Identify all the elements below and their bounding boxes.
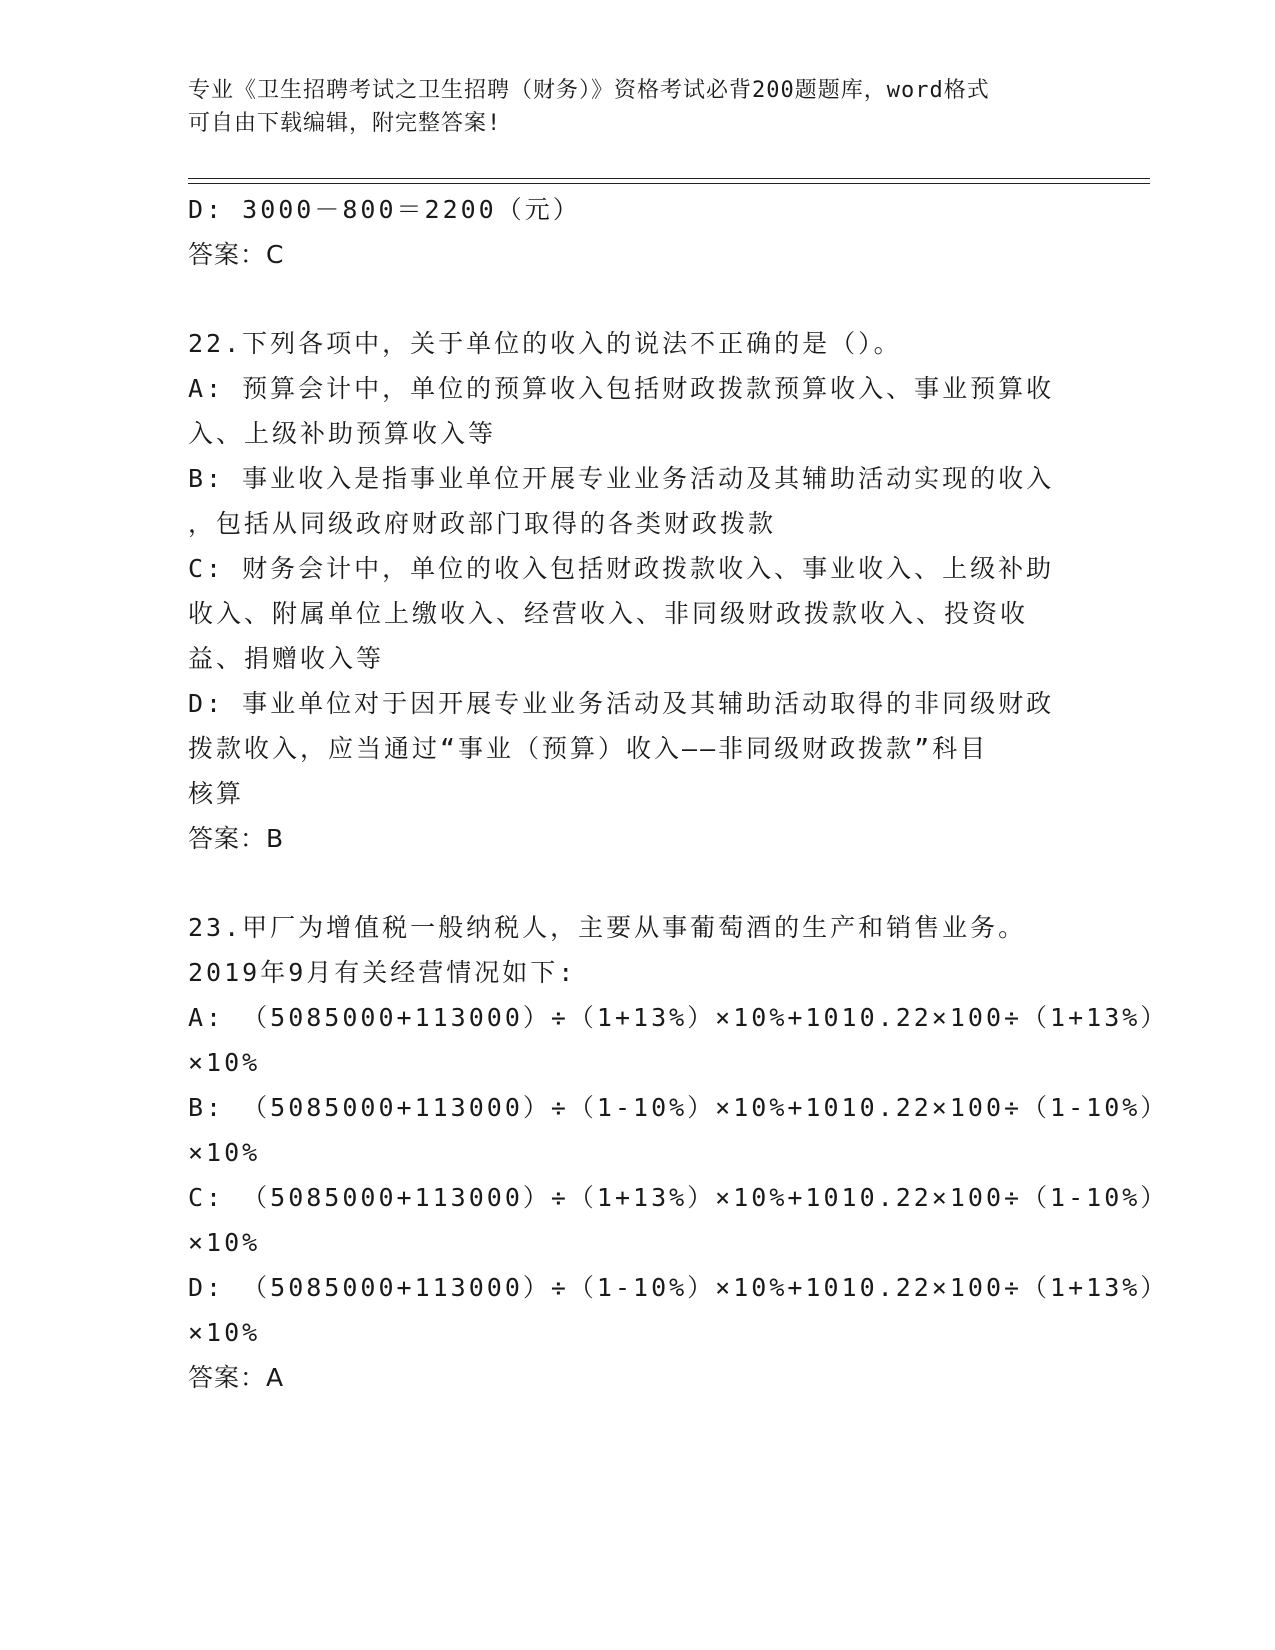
- option-d: D: 3000－800＝2200（元）: [188, 195, 581, 224]
- page-header: [188, 74, 1068, 140]
- spacer: [188, 277, 1088, 321]
- answer-line: 答案：A: [188, 1363, 285, 1392]
- header-title-line-1: 专业《卫生招聘考试之卫生招聘（财务）》资格考试必背200题题库，word格式: [188, 78, 990, 103]
- option-c-continued: 益、捐赠收入等: [188, 644, 385, 673]
- option-d-continued: 拨款收入，应当通过“事业（预算）收入——非同级财政拨款”科目: [188, 734, 989, 763]
- option-b-continued: ，包括从同级政府财政部门取得的各类财政拨款: [188, 509, 777, 538]
- option-b-continued: ×10%: [188, 1138, 261, 1167]
- option-a: A: 预算会计中，单位的预算收入包括财政拨款预算收入、事业预算收: [188, 374, 1055, 403]
- option-c-continued: 收入、附属单位上缴收入、经营收入、非同级财政拨款收入、投资收: [188, 599, 1029, 628]
- answer-line: 答案：B: [188, 824, 285, 853]
- option-b: B: 事业收入是指事业单位开展专业业务活动及其辅助活动实现的收入: [188, 464, 1055, 493]
- option-c: C: 财务会计中，单位的收入包括财政拨款收入、事业收入、上级补助: [188, 554, 1055, 583]
- option-d-continued: 核算: [188, 779, 245, 808]
- option-a: A: （5085000+113000）÷（1+13%）×10%+1010.22×100÷（1+13%）: [188, 1003, 1169, 1032]
- question-stem-continued: 2019年9月有关经营情况如下:: [188, 958, 577, 987]
- option-a-continued: ×10%: [188, 1048, 261, 1077]
- document-body: [188, 187, 1169, 1400]
- question-23: [188, 905, 1169, 1400]
- option-a-continued: 入、上级补助预算收入等: [188, 419, 497, 448]
- header-double-rule: [188, 178, 1150, 184]
- option-c-continued: ×10%: [188, 1228, 261, 1257]
- question-stem: 22.下列各项中，关于单位的收入的说法不正确的是（）。: [188, 329, 902, 358]
- question-stem: 23.甲厂为增值税一般纳税人，主要从事葡萄酒的生产和销售业务。: [188, 913, 1027, 942]
- spacer: [188, 861, 1088, 905]
- option-d: D: （5085000+113000）÷（1-10%）×10%+1010.22×100÷（1+13%）: [188, 1273, 1169, 1302]
- answer-line: 答案：C: [188, 240, 285, 269]
- question-22: [188, 321, 1088, 861]
- header-title-line-2: 可自由下载编辑，附完整答案!: [188, 111, 502, 136]
- option-d-continued: ×10%: [188, 1318, 261, 1347]
- previous-question-tail: [188, 187, 1088, 277]
- option-c: C: （5085000+113000）÷（1+13%）×10%+1010.22×100÷（1-10%）: [188, 1183, 1169, 1212]
- option-d: D: 事业单位对于因开展专业业务活动及其辅助活动取得的非同级财政: [188, 689, 1055, 718]
- option-b: B: （5085000+113000）÷（1-10%）×10%+1010.22×100÷（1-10%）: [188, 1093, 1169, 1122]
